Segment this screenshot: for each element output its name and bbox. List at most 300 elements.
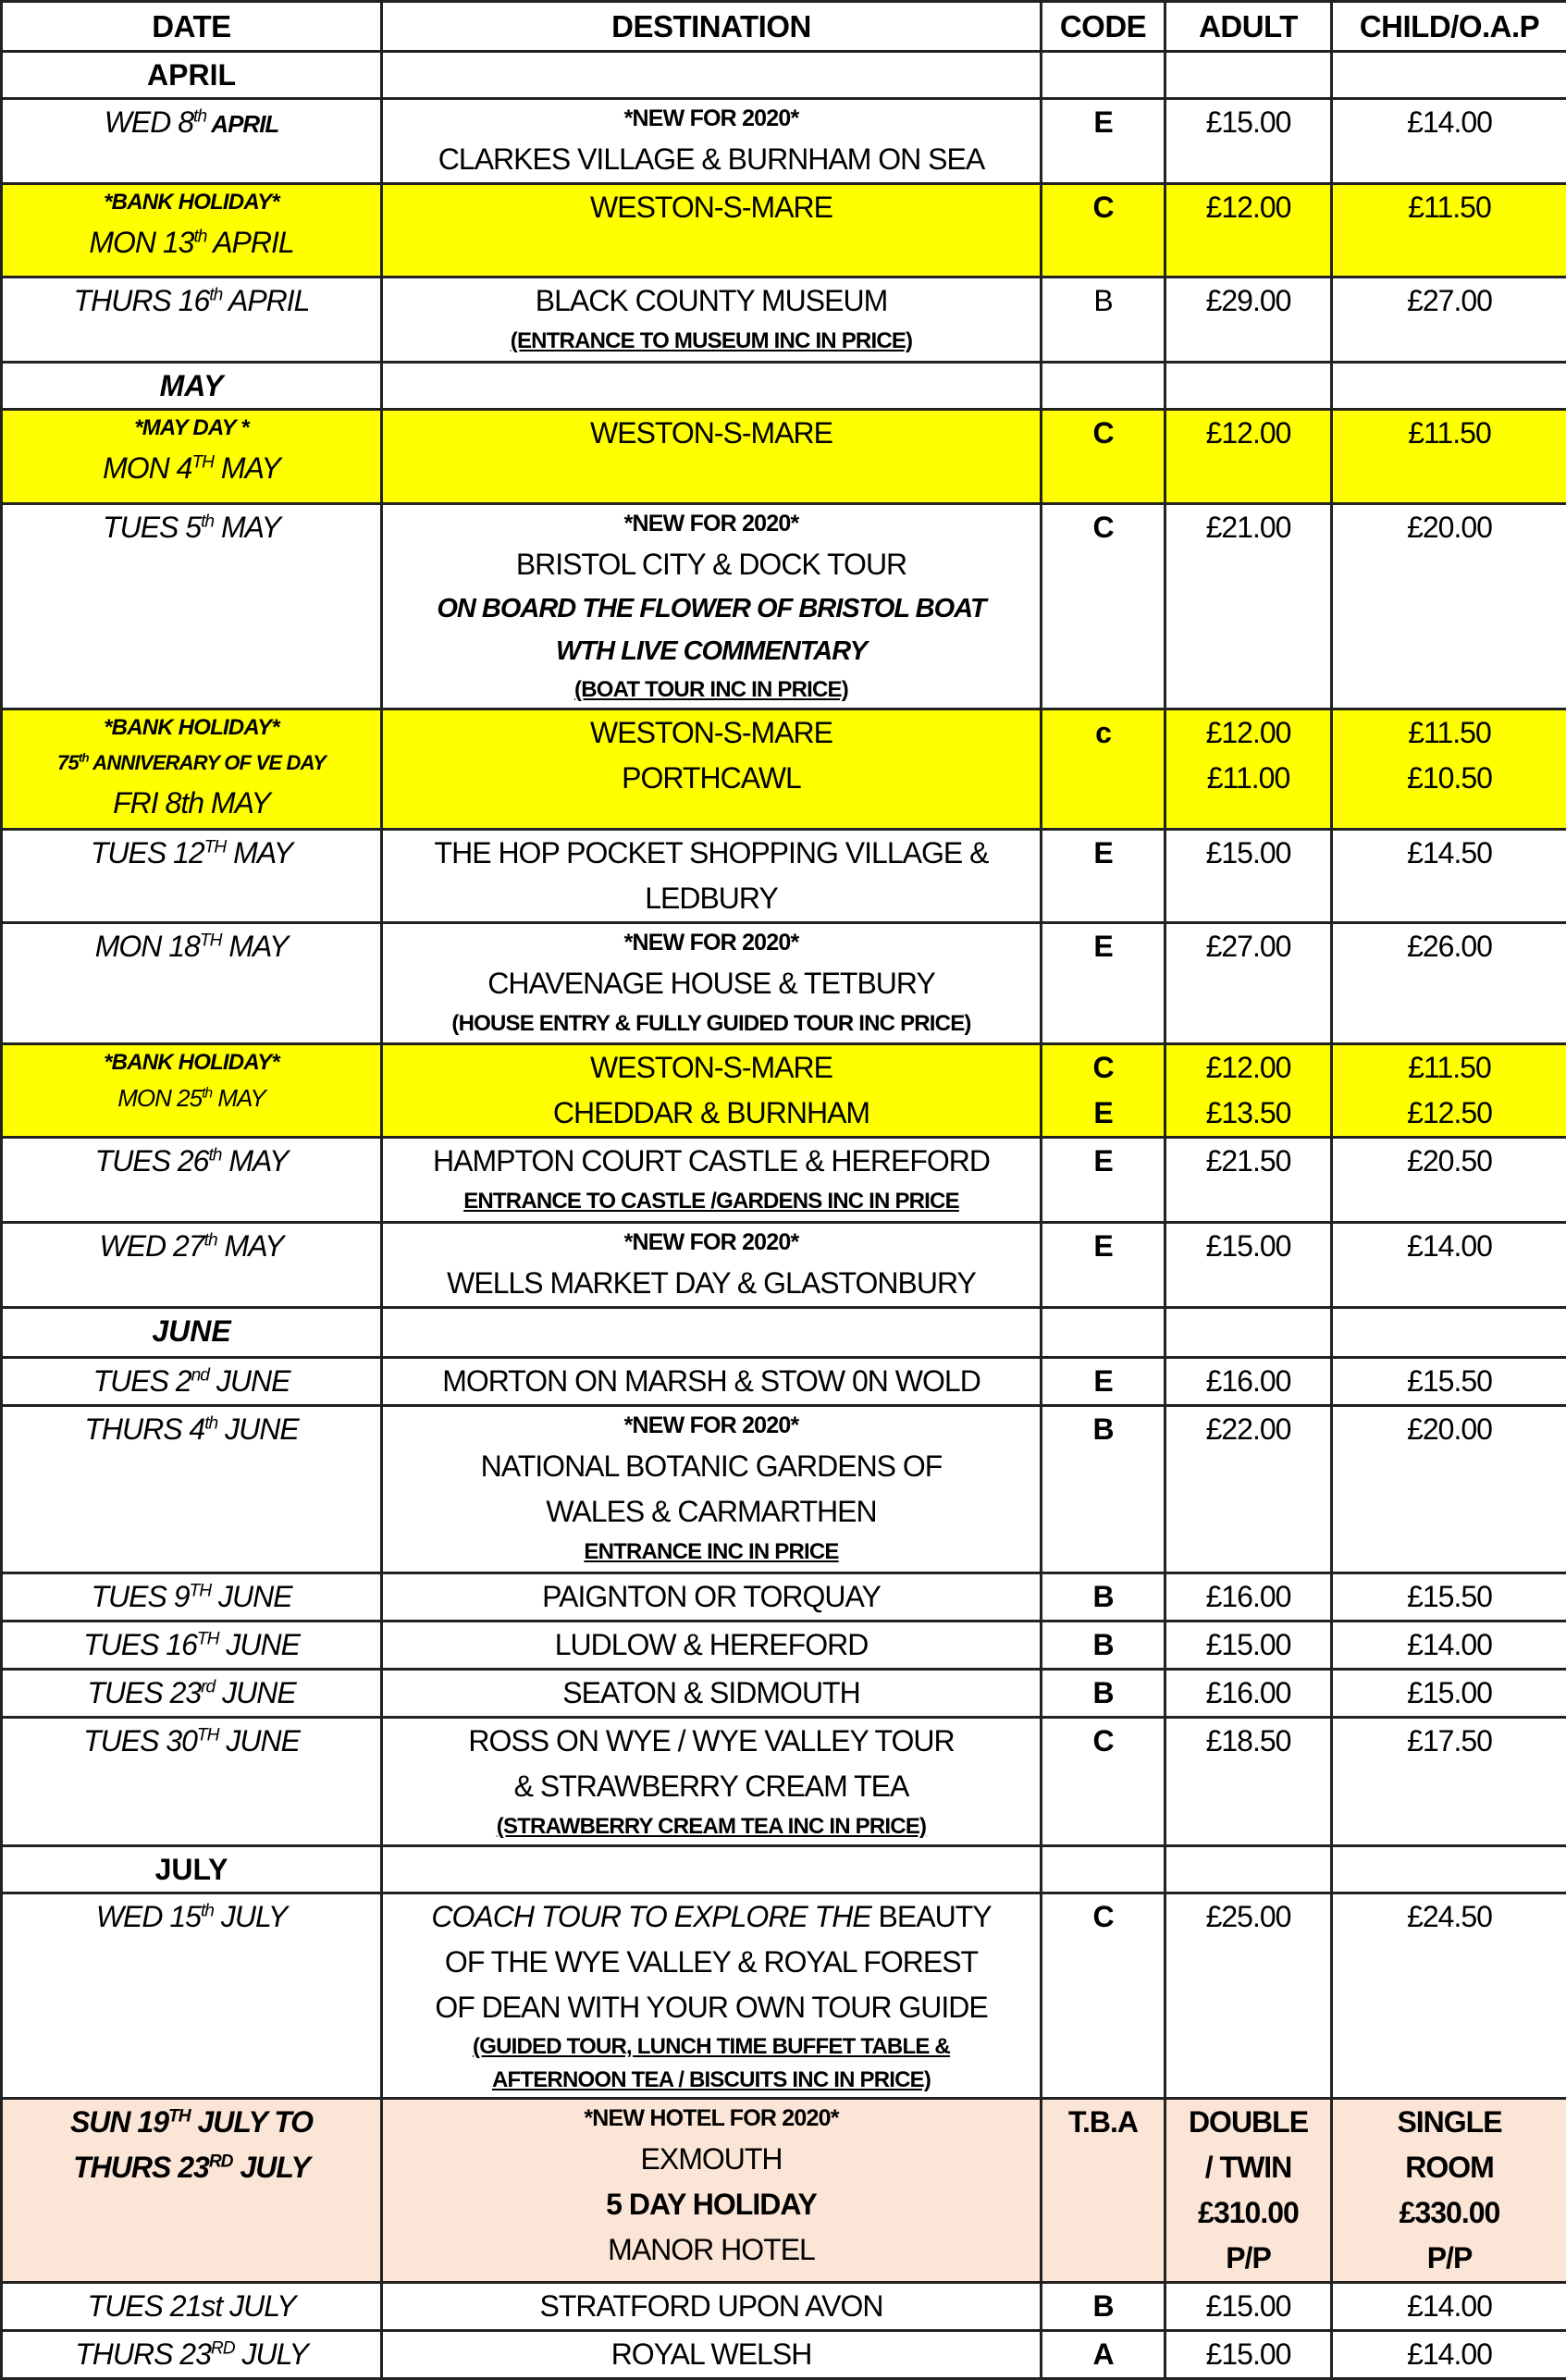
table-cell bbox=[2, 1138, 382, 1223]
table-cell bbox=[1165, 709, 1332, 830]
table-cell bbox=[1165, 410, 1332, 504]
table-cell bbox=[1332, 1044, 1566, 1138]
ordinal-suffix: RD bbox=[209, 2152, 233, 2171]
cell-text: APRIL bbox=[222, 284, 309, 317]
table-cell bbox=[382, 2283, 1042, 2331]
cell-text: £14.00 bbox=[1333, 2284, 1566, 2329]
cell-text: THURS 4 bbox=[84, 1412, 204, 1446]
table-cell bbox=[1332, 1846, 1566, 1893]
table-cell bbox=[1332, 1358, 1566, 1406]
ordinal-suffix: th bbox=[193, 106, 206, 126]
cell-text: BRISTOL CITY & DOCK TOUR bbox=[383, 542, 1040, 587]
cell-text: LUDLOW & HEREFORD bbox=[383, 1622, 1040, 1668]
cell-text: £14.00 bbox=[1333, 1622, 1566, 1668]
cell-text: MAY bbox=[212, 1084, 265, 1112]
cell-text: / TWIN bbox=[1166, 2145, 1330, 2190]
cell-text bbox=[3, 2145, 380, 2190]
cell-text: *NEW FOR 2020* bbox=[383, 1407, 1040, 1444]
cell-text: TUES 21st JULY bbox=[3, 2284, 380, 2329]
month-label: JUNE bbox=[2, 1308, 382, 1358]
table-cell bbox=[1042, 2099, 1165, 2283]
ordinal-suffix: TH bbox=[200, 931, 222, 950]
table-cell bbox=[1332, 923, 1566, 1044]
month-label: JULY bbox=[2, 1846, 382, 1893]
table-cell bbox=[382, 1223, 1042, 1308]
cell-text: £24.50 bbox=[1333, 1894, 1566, 1940]
table-cell bbox=[1165, 1223, 1332, 1308]
cell-text: JULY bbox=[233, 2151, 310, 2184]
cell-text: NATIONAL BOTANIC GARDENS OF bbox=[383, 1444, 1040, 1489]
cell-text: ROSS ON WYE / WYE VALLEY TOUR bbox=[383, 1719, 1040, 1764]
table-cell bbox=[2, 1406, 382, 1573]
table-cell bbox=[382, 1718, 1042, 1846]
table-cell bbox=[382, 1893, 1042, 2099]
cell-text: £25.00 bbox=[1166, 1894, 1330, 1940]
month-row-june bbox=[2, 1308, 1566, 1358]
cell-text: E bbox=[1042, 1139, 1164, 1184]
cell-text: £12.00 bbox=[1166, 710, 1330, 756]
table-cell bbox=[1332, 1622, 1566, 1670]
table-cell bbox=[1042, 99, 1165, 184]
table-cell bbox=[1042, 830, 1165, 923]
cell-text: ENTRANCE TO CASTLE /GARDENS INC IN PRICE bbox=[383, 1184, 1040, 1219]
cell-text: WED 27 bbox=[99, 1229, 203, 1263]
table-cell bbox=[1165, 1406, 1332, 1573]
trip-row bbox=[2, 1670, 1566, 1718]
cell-text: £26.00 bbox=[1333, 924, 1566, 969]
cell-text: TUES 2 bbox=[93, 1364, 191, 1398]
table-cell bbox=[1165, 1358, 1332, 1406]
trip-row bbox=[2, 830, 1566, 923]
trip-row bbox=[2, 1223, 1566, 1308]
table-cell bbox=[1042, 1044, 1165, 1138]
table-cell bbox=[1332, 1308, 1566, 1358]
table-cell bbox=[1332, 410, 1566, 504]
table-cell bbox=[382, 2099, 1042, 2283]
table-cell bbox=[2, 923, 382, 1044]
trip-row bbox=[2, 1893, 1566, 2099]
cell-text: OF THE WYE VALLEY & ROYAL FOREST bbox=[383, 1940, 1040, 1985]
table-cell bbox=[1042, 184, 1165, 277]
month-row-may bbox=[2, 363, 1566, 410]
cell-text: CLARKES VILLAGE & BURNHAM ON SEA bbox=[383, 137, 1040, 182]
table-cell bbox=[382, 709, 1042, 830]
trip-row bbox=[2, 1573, 1566, 1622]
table-cell bbox=[382, 363, 1042, 410]
cell-text: CHEDDAR & BURNHAM bbox=[383, 1091, 1040, 1136]
table-cell bbox=[382, 1846, 1042, 1893]
table-cell bbox=[2, 1573, 382, 1622]
trip-row-may-day bbox=[2, 410, 1566, 504]
ordinal-suffix: TH bbox=[197, 1629, 219, 1648]
cell-text: £12.00 bbox=[1166, 411, 1330, 456]
cell-text: MAY bbox=[214, 511, 280, 544]
cell-text: £12.00 bbox=[1166, 1045, 1330, 1091]
table-cell bbox=[382, 1670, 1042, 1718]
table-cell bbox=[2, 1893, 382, 2099]
ordinal-suffix: th bbox=[204, 1230, 217, 1250]
cell-text: *NEW HOTEL FOR 2020* bbox=[383, 2100, 1040, 2137]
cell-text: *NEW FOR 2020* bbox=[383, 1224, 1040, 1261]
trip-row-bank-holiday bbox=[2, 709, 1566, 830]
table-cell bbox=[1165, 830, 1332, 923]
table-cell bbox=[1165, 1308, 1332, 1358]
cell-text: LEDBURY bbox=[383, 876, 1040, 921]
table-cell bbox=[1165, 184, 1332, 277]
table-cell bbox=[382, 1138, 1042, 1223]
cell-text: ENTRANCE INC IN PRICE bbox=[383, 1535, 1040, 1570]
cell-text: B bbox=[1042, 1407, 1164, 1452]
table-cell bbox=[1332, 2099, 1566, 2283]
table-cell bbox=[382, 184, 1042, 277]
cell-text: BLACK COUNTY MUSEUM bbox=[383, 278, 1040, 324]
cell-text: WED 8 bbox=[105, 105, 193, 139]
header-row bbox=[2, 2, 1566, 52]
cell-text: £20.00 bbox=[1333, 505, 1566, 550]
cell-text: 5 DAY HOLIDAY bbox=[383, 2182, 1040, 2227]
table-cell bbox=[1165, 2099, 1332, 2283]
cell-text bbox=[3, 2332, 380, 2377]
table-cell bbox=[1332, 2283, 1566, 2331]
table-cell bbox=[1332, 1893, 1566, 2099]
cell-text: HAMPTON COURT CASTLE & HEREFORD bbox=[383, 1139, 1040, 1184]
table-cell bbox=[1332, 1406, 1566, 1573]
cell-text: C bbox=[1042, 1894, 1164, 1940]
cell-text: £15.00 bbox=[1333, 1671, 1566, 1716]
cell-text: SUN 19 bbox=[70, 2105, 168, 2139]
cell-text bbox=[3, 1224, 380, 1269]
cell-text: JULY TO bbox=[191, 2105, 313, 2139]
ordinal-suffix: TH bbox=[191, 452, 214, 472]
cell-text: £27.00 bbox=[1333, 278, 1566, 324]
cell-text: THURS 23 bbox=[73, 2151, 209, 2184]
cell-text: JUNE bbox=[217, 1412, 298, 1446]
cell-text: ON BOARD THE FLOWER OF BRISTOL BOAT bbox=[383, 587, 1040, 630]
table-cell bbox=[1042, 1138, 1165, 1223]
table-cell bbox=[2, 1223, 382, 1308]
cell-text: CHAVENAGE HOUSE & TETBURY bbox=[383, 961, 1040, 1006]
cell-text: THURS 23 bbox=[75, 2337, 211, 2371]
cell-text: STRATFORD UPON AVON bbox=[383, 2284, 1040, 2329]
table-cell bbox=[1165, 2331, 1332, 2379]
trip-row bbox=[2, 1138, 1566, 1223]
trip-row bbox=[2, 923, 1566, 1044]
cell-text: £20.00 bbox=[1333, 1407, 1566, 1452]
month-row-april bbox=[2, 52, 1566, 99]
cell-text bbox=[3, 746, 380, 781]
table-cell bbox=[2, 709, 382, 830]
table-cell bbox=[1042, 1573, 1165, 1622]
trip-row bbox=[2, 1358, 1566, 1406]
cell-text: £29.00 bbox=[1166, 278, 1330, 324]
cell-text: £310.00 bbox=[1166, 2190, 1330, 2236]
cell-text: £21.50 bbox=[1166, 1139, 1330, 1184]
cell-text: E bbox=[1042, 831, 1164, 876]
cell-text: WED 15 bbox=[96, 1900, 201, 1933]
table-cell bbox=[382, 2331, 1042, 2379]
cell-text: £10.50 bbox=[1333, 756, 1566, 801]
cell-text: JUNE bbox=[218, 1724, 299, 1757]
cell-text: £15.00 bbox=[1166, 2284, 1330, 2329]
cell-text: (GUIDED TOUR, LUNCH TIME BUFFET TABLE & bbox=[383, 2030, 1040, 2064]
trip-row bbox=[2, 1622, 1566, 1670]
table-cell bbox=[2, 1044, 382, 1138]
cell-text: £14.00 bbox=[1333, 1224, 1566, 1269]
table-cell bbox=[1042, 923, 1165, 1044]
cell-text bbox=[3, 1622, 380, 1668]
cell-text: JUNE bbox=[209, 1364, 290, 1398]
cell-text: £12.00 bbox=[1166, 185, 1330, 230]
table-cell bbox=[1042, 1308, 1165, 1358]
table-cell bbox=[1332, 277, 1566, 363]
cell-text: *BANK HOLIDAY* bbox=[3, 1045, 380, 1080]
table-cell bbox=[1165, 52, 1332, 99]
cell-text: MON 4 bbox=[103, 451, 191, 485]
cell-text: £13.50 bbox=[1166, 1091, 1330, 1136]
cell-text: MAY bbox=[214, 451, 280, 485]
trip-row bbox=[2, 504, 1566, 709]
cell-text: WESTON-S-MARE bbox=[383, 1045, 1040, 1091]
trip-row bbox=[2, 99, 1566, 184]
ordinal-suffix: th bbox=[208, 1145, 221, 1165]
table-cell bbox=[1042, 709, 1165, 830]
cell-text bbox=[3, 1080, 380, 1116]
table-cell bbox=[1042, 52, 1165, 99]
table-cell bbox=[1332, 1670, 1566, 1718]
table-cell bbox=[1332, 830, 1566, 923]
table-cell bbox=[1165, 923, 1332, 1044]
cell-text: £27.00 bbox=[1166, 924, 1330, 969]
cell-text: B bbox=[1042, 1574, 1164, 1620]
cell-text: £11.50 bbox=[1333, 411, 1566, 456]
cell-text: P/P bbox=[1166, 2236, 1330, 2281]
table-cell bbox=[2, 2099, 382, 2283]
cell-text: £21.00 bbox=[1166, 505, 1330, 550]
bank-holiday-label: *BANK HOLIDAY* bbox=[3, 185, 380, 220]
header-adult: ADULT bbox=[1165, 2, 1332, 52]
cell-text: THURS 16 bbox=[74, 284, 210, 317]
cell-text: APRIL bbox=[206, 110, 278, 138]
cell-text: ANNIVERARY OF VE DAY bbox=[89, 751, 326, 774]
trip-code: E bbox=[1042, 100, 1164, 145]
cell-text: B bbox=[1042, 1671, 1164, 1716]
ordinal-suffix: rd bbox=[201, 1677, 215, 1696]
cell-text: AFTERNOON TEA / BISCUITS INC IN PRICE) bbox=[383, 2064, 1040, 2097]
trip-row-bank-holiday bbox=[2, 1044, 1566, 1138]
cell-text: P/P bbox=[1333, 2236, 1566, 2281]
table-cell bbox=[2, 1358, 382, 1406]
table-cell bbox=[2, 1622, 382, 1670]
cell-text: B bbox=[1042, 2284, 1164, 2329]
cell-text: £15.00 bbox=[1166, 2332, 1330, 2377]
table-cell bbox=[1165, 363, 1332, 410]
cell-text: SINGLE bbox=[1333, 2100, 1566, 2145]
cell-text: £16.00 bbox=[1166, 1574, 1330, 1620]
cell-text: SEATON & SIDMOUTH bbox=[383, 1671, 1040, 1716]
table-cell bbox=[1042, 1358, 1165, 1406]
table-cell bbox=[1042, 1670, 1165, 1718]
table-cell bbox=[1332, 184, 1566, 277]
table-cell bbox=[382, 1308, 1042, 1358]
cell-text: E bbox=[1042, 1359, 1164, 1404]
cell-text: E bbox=[1042, 924, 1164, 969]
trip-row bbox=[2, 277, 1566, 363]
table-cell bbox=[1332, 1138, 1566, 1223]
cell-text: £16.00 bbox=[1166, 1359, 1330, 1404]
cell-text: WTH LIVE COMMENTARY bbox=[383, 630, 1040, 672]
table-cell bbox=[2, 2283, 382, 2331]
cell-text: £16.00 bbox=[1166, 1671, 1330, 1716]
cell-text: £15.50 bbox=[1333, 1359, 1566, 1404]
cell-text: WELLS MARKET DAY & GLASTONBURY bbox=[383, 1261, 1040, 1306]
table-cell bbox=[1332, 2331, 1566, 2379]
cell-text bbox=[3, 1574, 380, 1620]
table-cell bbox=[1165, 1044, 1332, 1138]
cell-text bbox=[383, 1894, 1040, 1940]
cell-text: ROOM bbox=[1333, 2145, 1566, 2190]
cell-text: MON 25 bbox=[117, 1084, 202, 1112]
table-cell bbox=[1332, 1223, 1566, 1308]
table-cell bbox=[1042, 1718, 1165, 1846]
trip-row bbox=[2, 1718, 1566, 1846]
cell-text: C bbox=[1042, 1719, 1164, 1764]
cell-text: £12.50 bbox=[1333, 1091, 1566, 1136]
cell-text: £17.50 bbox=[1333, 1719, 1566, 1764]
cell-text bbox=[3, 1894, 380, 1940]
trip-row bbox=[2, 1406, 1566, 1573]
cell-text: JUNE bbox=[211, 1580, 291, 1613]
cell-text: OF DEAN WITH YOUR OWN TOUR GUIDE bbox=[383, 1985, 1040, 2030]
table-cell bbox=[1332, 52, 1566, 99]
ordinal-suffix: TH bbox=[168, 2106, 191, 2126]
ordinal-suffix: th bbox=[201, 1901, 214, 1920]
cell-text: *NEW FOR 2020* bbox=[383, 924, 1040, 961]
cell-text bbox=[3, 278, 380, 324]
holiday-package-row bbox=[2, 2099, 1566, 2283]
ordinal-suffix: th bbox=[204, 1413, 217, 1433]
cell-text: *NEW FOR 2020* bbox=[383, 505, 1040, 542]
cell-text: £15.00 bbox=[1166, 831, 1330, 876]
cell-text: WALES & CARMARTHEN bbox=[383, 1489, 1040, 1535]
cell-text: JUNE bbox=[215, 1676, 295, 1709]
adult-price: £15.00 bbox=[1166, 100, 1330, 145]
table-cell bbox=[1042, 1622, 1165, 1670]
cell-text: C bbox=[1042, 1045, 1164, 1091]
cell-text: MORTON ON MARSH & STOW 0N WOLD bbox=[383, 1359, 1040, 1404]
table-cell bbox=[1165, 2283, 1332, 2331]
table-cell bbox=[382, 1573, 1042, 1622]
table-cell bbox=[1332, 1718, 1566, 1846]
month-row-july bbox=[2, 1846, 1566, 1893]
table-cell bbox=[382, 504, 1042, 709]
cell-text: WESTON-S-MARE bbox=[383, 411, 1040, 456]
child-price: £14.00 bbox=[1333, 100, 1566, 145]
table-cell bbox=[2, 2331, 382, 2379]
ordinal-suffix: RD bbox=[211, 2338, 235, 2358]
table-cell bbox=[382, 923, 1042, 1044]
table-cell bbox=[2, 410, 382, 504]
table-cell bbox=[2, 277, 382, 363]
header-code: CODE bbox=[1042, 2, 1165, 52]
table-cell bbox=[2, 184, 382, 277]
cell-text: MON 13 bbox=[89, 226, 193, 259]
table-cell bbox=[1042, 1223, 1165, 1308]
table-cell bbox=[1332, 504, 1566, 709]
table-cell bbox=[1042, 363, 1165, 410]
cell-text: (BOAT TOUR INC IN PRICE) bbox=[383, 672, 1040, 708]
cell-text: £11.50 bbox=[1333, 185, 1566, 230]
cell-text: £11.50 bbox=[1333, 1045, 1566, 1091]
table-cell bbox=[1332, 1573, 1566, 1622]
cell-text: JUNE bbox=[218, 1628, 299, 1661]
cell-text bbox=[3, 505, 380, 550]
cell-text: TUES 23 bbox=[87, 1676, 201, 1709]
table-cell bbox=[1165, 99, 1332, 184]
header-child-oap: CHILD/O.A.P bbox=[1332, 2, 1566, 52]
table-cell bbox=[2, 830, 382, 923]
ordinal-suffix: th bbox=[202, 1085, 212, 1101]
cell-text: MAY bbox=[221, 930, 288, 963]
cell-text: MANOR HOTEL bbox=[383, 2227, 1040, 2273]
table-cell bbox=[2, 1670, 382, 1718]
cell-text: ROYAL WELSH bbox=[383, 2332, 1040, 2377]
cell-text: MAY bbox=[221, 1144, 288, 1178]
table-cell bbox=[1165, 1622, 1332, 1670]
table-cell bbox=[1165, 1573, 1332, 1622]
cell-text: MON 18 bbox=[95, 930, 200, 963]
destination-cell bbox=[382, 99, 1042, 184]
cell-text: £18.50 bbox=[1166, 1719, 1330, 1764]
table-cell bbox=[1332, 99, 1566, 184]
table-cell bbox=[382, 410, 1042, 504]
cell-text: £14.50 bbox=[1333, 831, 1566, 876]
cell-text bbox=[3, 100, 380, 147]
cell-text: 75 bbox=[57, 751, 79, 774]
cell-text: *BANK HOLIDAY* bbox=[3, 710, 380, 746]
table-cell bbox=[382, 1358, 1042, 1406]
cell-text: C bbox=[1042, 185, 1164, 230]
cell-text bbox=[3, 831, 380, 876]
cell-text: (HOUSE ENTRY & FULLY GUIDED TOUR INC PRICE) bbox=[383, 1006, 1040, 1042]
month-label: APRIL bbox=[2, 52, 382, 99]
table-cell bbox=[382, 1044, 1042, 1138]
cell-text bbox=[3, 220, 380, 265]
table-cell bbox=[1165, 1846, 1332, 1893]
cell-text: MAY bbox=[226, 836, 292, 869]
table-cell bbox=[1165, 504, 1332, 709]
new-tag: *NEW FOR 2020* bbox=[383, 100, 1040, 137]
table-cell bbox=[1042, 410, 1165, 504]
cell-text: EXMOUTH bbox=[383, 2137, 1040, 2182]
table-cell bbox=[1165, 1670, 1332, 1718]
table-cell bbox=[1332, 709, 1566, 830]
table-cell bbox=[2, 1718, 382, 1846]
table-cell bbox=[382, 52, 1042, 99]
ordinal-suffix: TH bbox=[190, 1581, 212, 1600]
cell-text bbox=[3, 446, 380, 491]
table-cell bbox=[382, 1406, 1042, 1573]
cell-text: £15.50 bbox=[1333, 1574, 1566, 1620]
cell-text bbox=[3, 924, 380, 969]
month-label: MAY bbox=[2, 363, 382, 410]
cell-text: (STRAWBERRY CREAM TEA INC IN PRICE) bbox=[383, 1809, 1040, 1844]
cell-text: C bbox=[1042, 505, 1164, 550]
cell-text: E bbox=[1042, 1091, 1164, 1136]
table-cell bbox=[1042, 1406, 1165, 1573]
cell-text: TUES 26 bbox=[95, 1144, 209, 1178]
header-destination: DESTINATION bbox=[382, 2, 1042, 52]
cell-text: & STRAWBERRY CREAM TEA bbox=[383, 1764, 1040, 1809]
